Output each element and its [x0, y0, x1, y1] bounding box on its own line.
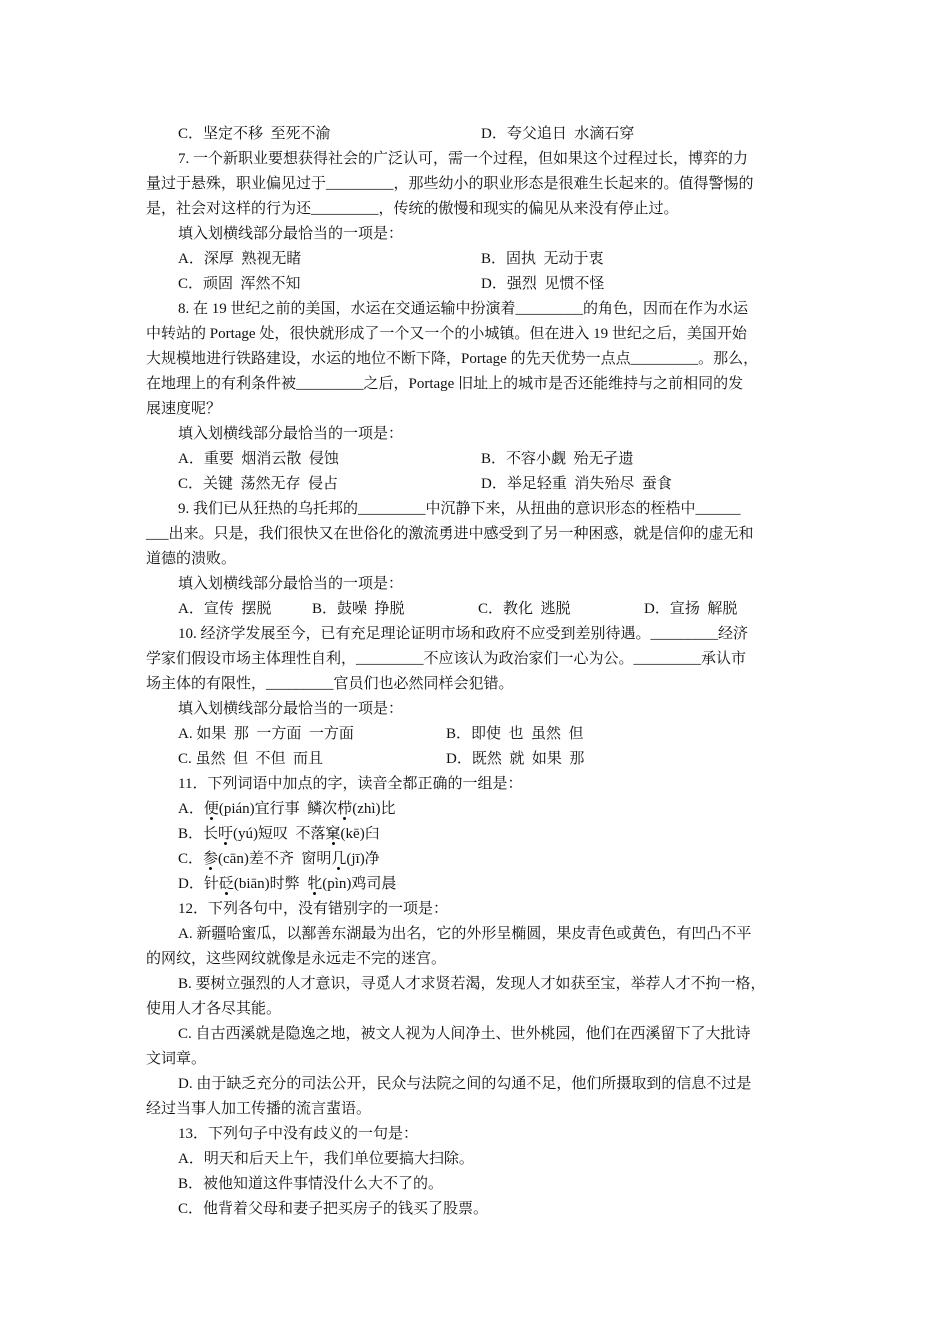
q12-option-d-cont[interactable]: 经过当事人加工传播的流言蜚语。 [146, 1101, 372, 1117]
q8-options-row [146, 472, 810, 497]
q12-option-b-cont[interactable]: 使用人才各尽其能。 [146, 1001, 282, 1017]
q9-option-b[interactable]: B．鼓噪 挣脱 [312, 601, 405, 617]
q8-stem-line: 大规模地进行铁路建设，水运的地位不断下降，Portage 的先天优势一点点_________。那么， [146, 351, 759, 367]
dotted-char: 便 [203, 801, 219, 817]
q10-prompt: 填入划横线部分最恰当的一项是： [178, 701, 404, 717]
q6-option-c[interactable]: C．坚定不移 至死不渝 [178, 126, 331, 142]
q7-stem-line: 量过于悬殊，职业偏见过于_________，那些幼小的职业形态是很难生长起来的。值得警惕的 [146, 176, 754, 192]
q8-stem-line: 在地理上的有利条件被_________之后，Portage 旧址上的城市是否还能维持与之前相同的发 [146, 376, 744, 392]
q12-option-a[interactable]: A. 新疆哈蜜瓜，以鄯善东湖最为出名，它的外形呈椭圆，果皮青色或黄色，有凹凸不平 [178, 926, 752, 942]
option-text: (cān)差不齐 窗明 [218, 851, 332, 867]
q10-stem-line: 10. 经济学发展至今，已有充足理论证明市场和政府不应受到差别待遇。_________经济 [178, 626, 749, 642]
option-text: (biān)时弊 [233, 876, 308, 892]
q10-stem-line: 学家们假设市场主体理性自利，_________不应该认为政治家们一心为公。_________承认市 [146, 651, 747, 667]
q7-option-b[interactable]: B．固执 无动于衷 [481, 251, 604, 267]
q7-option-c[interactable]: C．顽固 浑然不知 [178, 276, 301, 292]
q13-option-a[interactable]: A．明天和后天上午，我们单位要搞大扫除。 [178, 1151, 474, 1167]
q11-option-c[interactable] [146, 847, 810, 872]
dotted-char: 牝 [307, 876, 323, 892]
q8-stem-line: 展速度呢？ [146, 401, 222, 417]
q8-option-a[interactable]: A．重要 烟消云散 侵蚀 [178, 451, 339, 467]
q12-option-a-cont[interactable]: 的网纹，这些网纹就像是永远走不完的迷宫。 [146, 951, 447, 967]
option-text: (pián)宜行事 鳞次 [218, 801, 338, 817]
q11-option-b[interactable] [146, 822, 810, 847]
option-text: (kē)臼 [340, 826, 380, 842]
q6-options-row [146, 122, 810, 147]
q9-prompt: 填入划横线部分最恰当的一项是： [178, 576, 404, 592]
q10-option-b[interactable]: B．即使 也 虽然 但 [446, 726, 584, 742]
q8-stem-line: 中转站的 Portage 处，很快就形成了一个又一个的小城镇。但在进入 19 世纪之后，美国开始 [146, 326, 747, 342]
exam-page [146, 122, 810, 1222]
dotted-char: 几 [331, 851, 347, 867]
option-prefix: C． [178, 851, 204, 867]
q7-option-a[interactable]: A．深厚 熟视无睹 [178, 251, 302, 267]
q10-option-c[interactable]: C. 虽然 但 不但 而且 [178, 751, 324, 767]
q12-option-b[interactable]: B. 要树立强烈的人才意识，寻觅人才求贤若渴，发现人才如获至宝，举荐人才不拘一格， [178, 976, 766, 992]
option-text: (zhì)比 [352, 801, 396, 817]
q13-option-c[interactable]: C．他背着父母和妻子把买房子的钱买了股票。 [178, 1201, 489, 1217]
q12-stem: 12．下列各句中，没有错别字的一项是： [178, 901, 449, 917]
q9-options-row [146, 597, 810, 622]
q10-option-a[interactable]: A. 如果 那 一方面 一方面 [178, 726, 354, 742]
q12-option-c[interactable]: C. 自古西溪就是隐逸之地，被文人视为人间净土、世外桃园，他们在西溪留下了大批诗 [178, 1026, 751, 1042]
q10-option-d[interactable]: D．既然 就 如果 那 [446, 751, 585, 767]
q13-stem: 13．下列句子中没有歧义的一句是： [178, 1126, 419, 1142]
option-text: (pìn)鸡司晨 [322, 876, 397, 892]
q9-stem-line: ___出来。只是，我们很快又在世俗化的激流勇进中感受到了另一种困惑，就是信仰的虚无和 [146, 526, 754, 542]
q7-prompt: 填入划横线部分最恰当的一项是： [178, 226, 404, 242]
option-prefix: D．针 [178, 876, 219, 892]
option-prefix: B．长 [178, 826, 219, 842]
q6-option-d[interactable]: D．夸父追日 水滴石穿 [481, 126, 635, 142]
q7-stem-line: 是，社会对这样的行为还_________，传统的傲慢和现实的偏见从来没有停止过。 [146, 201, 679, 217]
q7-option-d[interactable]: D．强烈 见惯不怪 [481, 276, 605, 292]
q10-options-row [146, 747, 810, 772]
q9-stem-line: 道德的溃败。 [146, 551, 237, 567]
q8-option-c[interactable]: C．关键 荡然无存 侵占 [178, 476, 339, 492]
q9-stem-line: 9. 我们已从狂热的乌托邦的_________中沉静下来，从扭曲的意识形态的桎梏中______ [178, 501, 741, 517]
q10-options-row [146, 722, 810, 747]
q9-option-a[interactable]: A．宣传 摆脱 [178, 601, 272, 617]
q9-option-c[interactable]: C．教化 逃脱 [478, 601, 571, 617]
q8-option-b[interactable]: B．不容小觑 殆无孑遗 [481, 451, 634, 467]
q8-prompt: 填入划横线部分最恰当的一项是： [178, 426, 404, 442]
q7-stem-line: 7. 一个新职业要想获得社会的广泛认可，需一个过程，但如果这个过程过长，博弈的力 [178, 151, 749, 167]
q12-option-c-cont[interactable]: 文词章。 [146, 1051, 207, 1067]
dotted-char: 窠 [325, 826, 341, 842]
q8-stem-line: 8. 在 19 世纪之前的美国，水运在交通运输中扮演着_________的角色，因而在作为水运 [178, 301, 749, 317]
q11-option-d[interactable] [146, 872, 810, 897]
dotted-char: 砭 [218, 876, 234, 892]
option-prefix: A． [178, 801, 204, 817]
q7-options-row [146, 247, 810, 272]
q12-option-d[interactable]: D. 由于缺乏充分的司法公开，民众与法院之间的勾通不足，他们所摄取到的信息不过是 [178, 1076, 752, 1092]
dotted-char: 栉 [337, 801, 353, 817]
option-text: (yú)短叹 不落 [233, 826, 326, 842]
q7-options-row [146, 272, 810, 297]
q13-option-b[interactable]: B．被他知道这件事情没什么大不了的。 [178, 1176, 444, 1192]
q11-option-a[interactable] [146, 797, 810, 822]
q11-stem: 11．下列词语中加点的字，读音全都正确的一组是： [178, 776, 523, 792]
q9-option-d[interactable]: D．宣扬 解脱 [644, 601, 738, 617]
option-text: (jī)净 [346, 851, 380, 867]
q8-option-d[interactable]: D．举足轻重 消失殆尽 蚕食 [481, 476, 672, 492]
dotted-char: 参 [203, 851, 219, 867]
q10-stem-line: 场主体的有限性，_________官员们也必然同样会犯错。 [146, 676, 514, 692]
dotted-char: 吁 [218, 826, 234, 842]
q8-options-row [146, 447, 810, 472]
